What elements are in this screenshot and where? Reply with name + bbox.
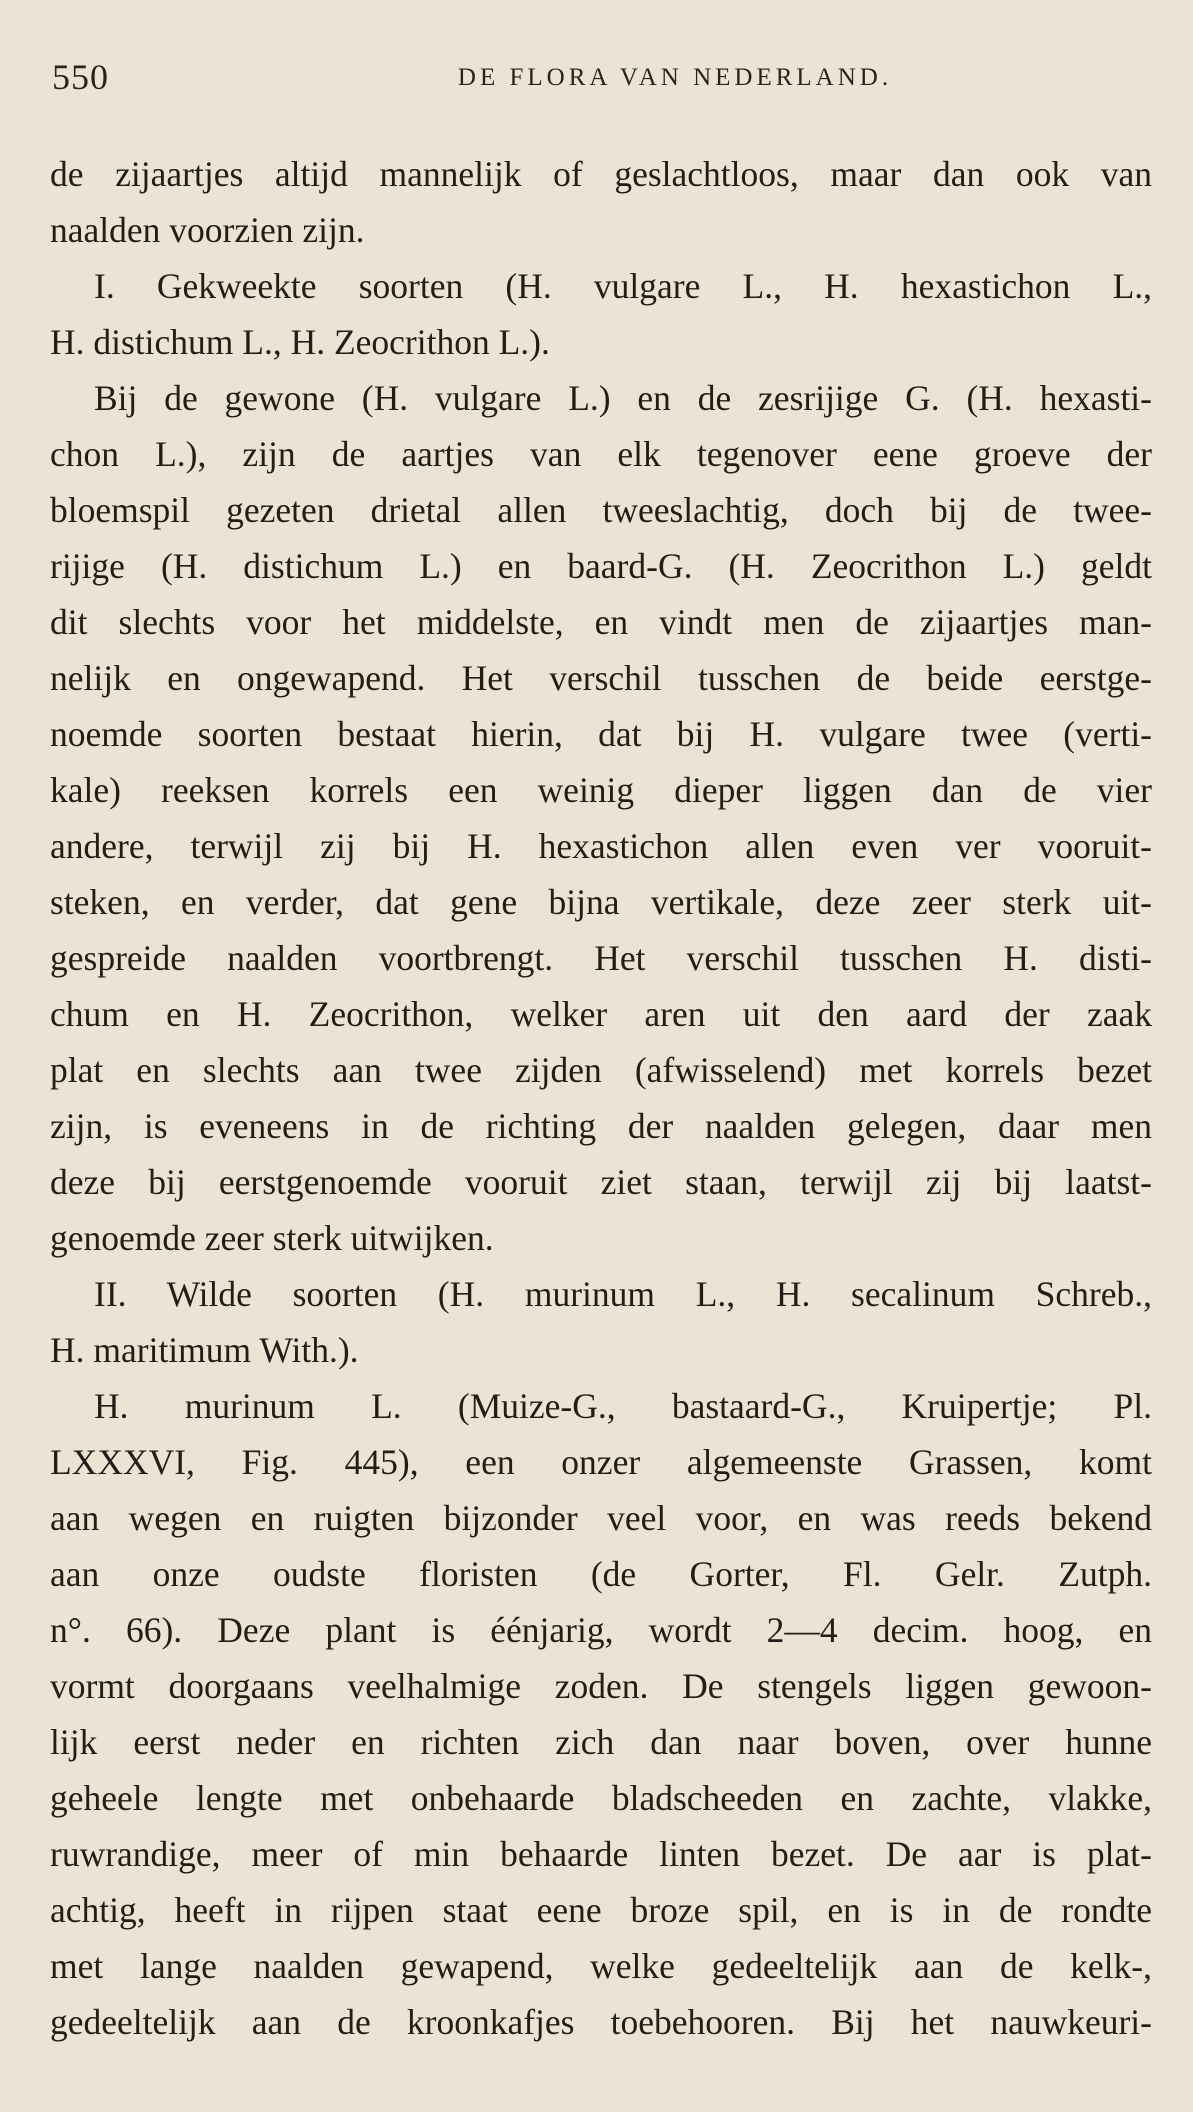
text-line: chon L.), zijn de aartjes van elk tegenover eene groeve der bbox=[50, 434, 1152, 474]
text-line: gespreide naalden voortbrengt. Het verschil tusschen H. disti- bbox=[50, 938, 1152, 978]
text-line: H. murinum L. (Muize-G., bastaard-G., Kruipertje; Pl. bbox=[94, 1386, 1152, 1426]
text-line: deze bij eerstgenoemde vooruit ziet staan, terwijl zij bij laatst- bbox=[50, 1162, 1152, 1202]
text-line: rijige (H. distichum L.) en baard-G. (H. Zeocrithon L.) geldt bbox=[50, 546, 1152, 586]
text-line: genoemde zeer sterk uitwijken. bbox=[50, 1218, 494, 1258]
text-line: ruwrandige, meer of min behaarde linten bezet. De aar is plat- bbox=[50, 1834, 1152, 1874]
text-line: aan wegen en ruigten bijzonder veel voor, en was reeds bekend bbox=[50, 1498, 1152, 1538]
page-header bbox=[50, 50, 1150, 110]
text-line: H. maritimum With.). bbox=[50, 1330, 359, 1370]
text-line: dit slechts voor het middelste, en vindt men de zijaartjes man- bbox=[50, 602, 1152, 642]
text-line: Bij de gewone (H. vulgare L.) en de zesrijige G. (H. hexasti- bbox=[94, 378, 1152, 418]
text-line: noemde soorten bestaat hierin, dat bij H. vulgare twee (verti- bbox=[50, 714, 1152, 754]
text-line: n°. 66). Deze plant is éénjarig, wordt 2—4 decim. hoog, en bbox=[50, 1610, 1152, 1650]
text-line: de zijaartjes altijd mannelijk of geslachtloos, maar dan ook van bbox=[50, 154, 1152, 194]
text-line: naalden voorzien zijn. bbox=[50, 210, 365, 250]
text-line: LXXXVI, Fig. 445), een onzer algemeenste Grassen, komt bbox=[50, 1442, 1152, 1482]
text-line: met lange naalden gewapend, welke gedeeltelijk aan de kelk-, bbox=[50, 1946, 1152, 1986]
text-line: steken, en verder, dat gene bijna vertikale, deze zeer sterk uit- bbox=[50, 882, 1152, 922]
text-line: lijk eerst neder en richten zich dan naar boven, over hunne bbox=[50, 1722, 1152, 1762]
text-line: kale) reeksen korrels een weinig dieper liggen dan de vier bbox=[50, 770, 1152, 810]
text-line: H. distichum L., H. Zeocrithon L.). bbox=[50, 322, 550, 362]
text-line: gedeeltelijk aan de kroonkafjes toebehooren. Bij het nauwkeuri- bbox=[50, 2002, 1152, 2042]
text-line: andere, terwijl zij bij H. hexastichon allen even ver vooruit- bbox=[50, 826, 1152, 866]
page-number: 550 bbox=[52, 57, 109, 97]
text-line: I. Gekweekte soorten (H. vulgare L., H. hexastichon L., bbox=[94, 266, 1152, 306]
text-line: vormt doorgaans veelhalmige zoden. De stengels liggen gewoon- bbox=[50, 1666, 1152, 1706]
text-line: II. Wilde soorten (H. murinum L., H. secalinum Schreb., bbox=[94, 1274, 1152, 1314]
text-line: plat en slechts aan twee zijden (afwisselend) met korrels bezet bbox=[50, 1050, 1152, 1090]
body-text bbox=[50, 146, 1152, 2050]
text-line: achtig, heeft in rijpen staat eene broze spil, en is in de rondte bbox=[50, 1890, 1152, 1930]
text-line: zijn, is eveneens in de richting der naalden gelegen, daar men bbox=[50, 1106, 1152, 1146]
text-line: bloemspil gezeten drietal allen tweeslachtig, doch bij de twee- bbox=[50, 490, 1152, 530]
text-line: chum en H. Zeocrithon, welker aren uit den aard der zaak bbox=[50, 994, 1152, 1034]
running-head: DE FLORA VAN NEDERLAND. bbox=[457, 64, 893, 91]
text-line: geheele lengte met onbehaarde bladscheeden en zachte, vlakke, bbox=[50, 1778, 1152, 1818]
text-line: nelijk en ongewapend. Het verschil tusschen de beide eerstge- bbox=[50, 658, 1152, 698]
text-line: aan onze oudste floristen (de Gorter, Fl. Gelr. Zutph. bbox=[50, 1554, 1152, 1594]
